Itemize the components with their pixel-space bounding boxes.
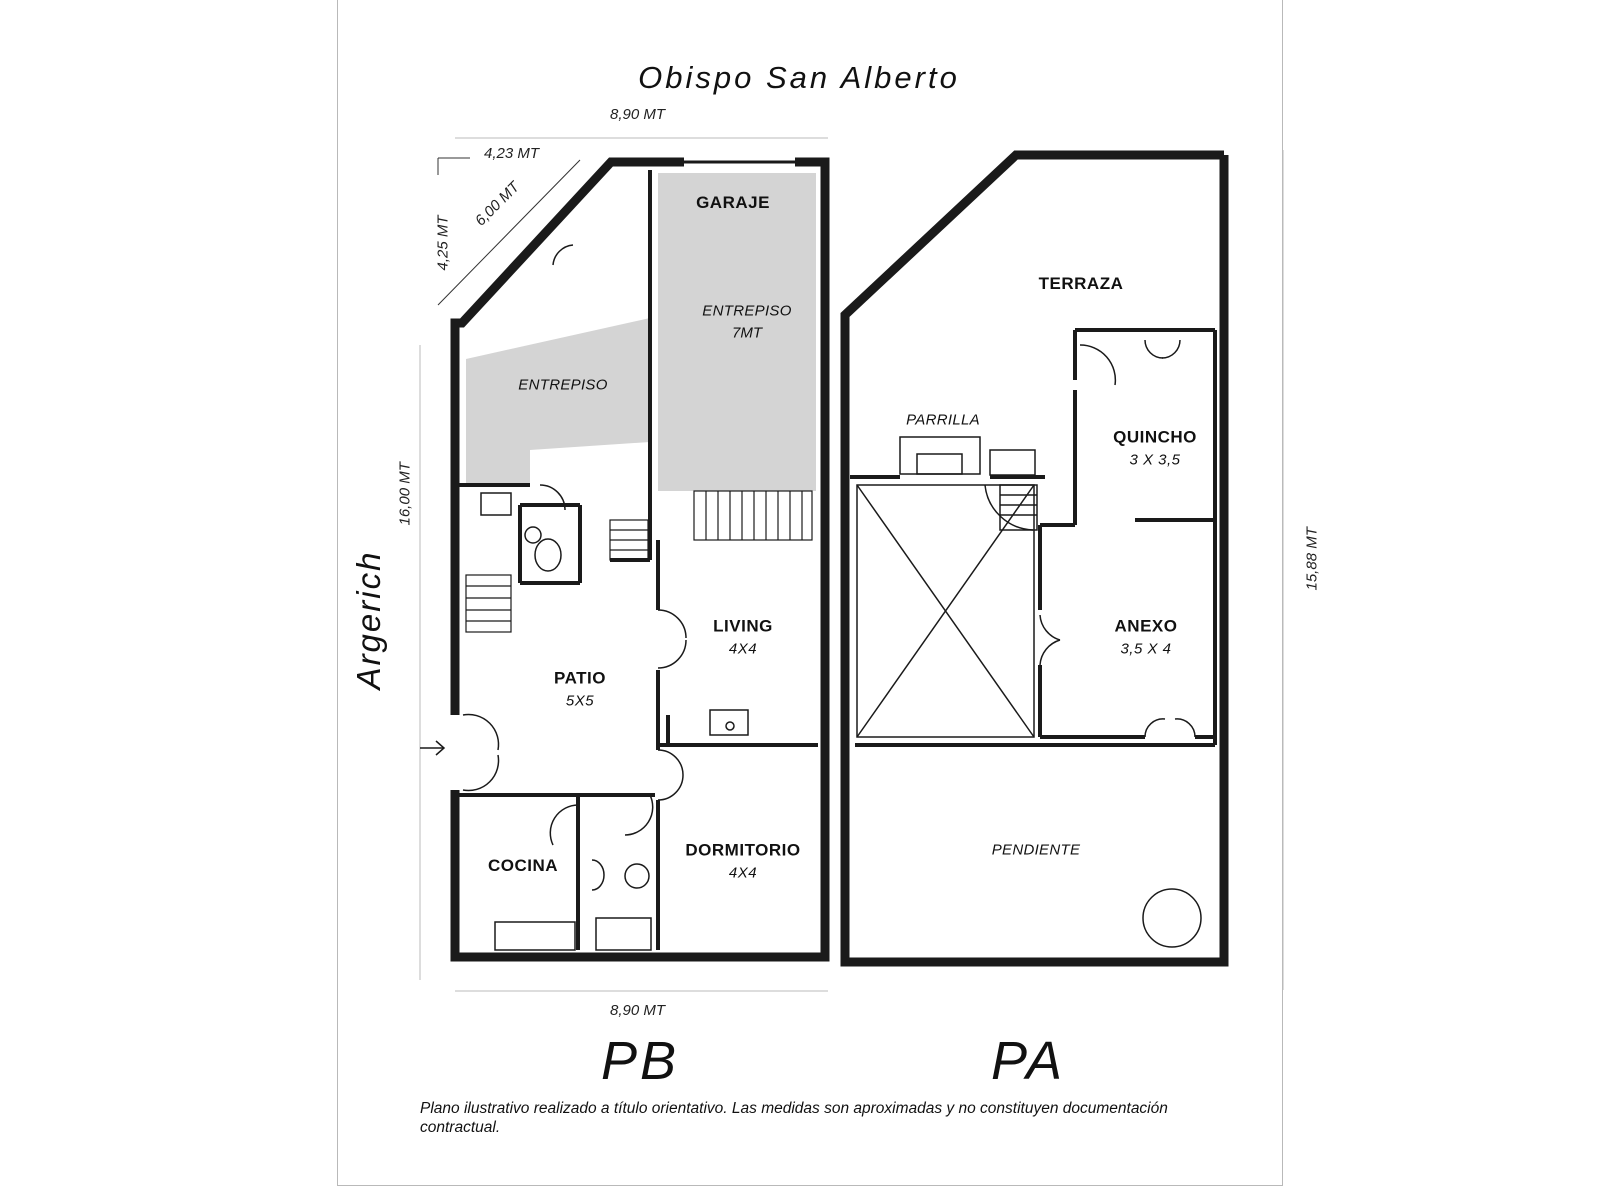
room-label-quincho: [1113, 428, 1197, 469]
room-label-anexo: [1115, 617, 1178, 658]
dimension-bottom-width: 8,90 MT: [610, 1002, 666, 1019]
floor-label-pa: PA: [990, 1031, 1066, 1091]
room-label-cocina: COCINA: [487, 856, 559, 875]
room-name-anexo: ANEXO: [1114, 616, 1178, 636]
floor-label-pb: PB: [600, 1031, 680, 1091]
room-label-entrepiso: ENTREPISO: [518, 376, 608, 394]
dimension-corner-side: 4,25 MT: [434, 215, 452, 271]
entrepiso-area: [466, 318, 650, 485]
room-name-quincho: QUINCHO: [1113, 427, 1197, 447]
disclaimer-text: Plano ilustrativo realizado a título orientativo. Las medidas son aproximadas y no constituyen documentación contractual.: [420, 1100, 1168, 1136]
dimension-corner-short: 4,23 MT: [484, 145, 540, 162]
room-size-dormitorio: 4X4: [728, 864, 758, 882]
room-size-entrepiso-garaje: 7MT: [731, 324, 762, 342]
street-name-left: Argerich: [350, 550, 387, 690]
room-size-patio: 5X5: [565, 692, 595, 710]
pa-interior-walls: [850, 330, 1215, 745]
room-label-patio: [554, 669, 606, 710]
room-name-living: LIVING: [713, 616, 773, 636]
dimension-top-width: 8,90 MT: [610, 106, 666, 123]
room-name-patio: PATIO: [554, 668, 606, 688]
room-label-entrepiso-garaje: [702, 303, 791, 342]
room-name-entrepiso-garaje: ENTREPISO: [702, 302, 792, 320]
room-size-anexo: 3,5 X 4: [1120, 640, 1172, 658]
room-label-living: [713, 617, 773, 658]
room-label-garaje: GARAJE: [696, 193, 770, 212]
dimension-corner-diag: 6,00 MT: [471, 178, 523, 230]
dimension-left-depth: 16,00 MT: [396, 462, 414, 526]
dimension-right-depth: 15,88 MT: [1303, 527, 1321, 591]
room-label-pendiente: PENDIENTE: [991, 841, 1081, 859]
room-label-parrilla: PARRILLA: [906, 411, 980, 429]
room-label-terraza: TERRAZA: [1038, 274, 1124, 293]
room-size-quincho: 3 X 3,5: [1129, 451, 1181, 469]
room-size-living: 4X4: [728, 640, 758, 658]
street-name-top: Obispo San Alberto: [638, 60, 960, 95]
room-label-dormitorio: [685, 841, 800, 882]
room-name-dormitorio: DORMITORIO: [685, 840, 801, 860]
